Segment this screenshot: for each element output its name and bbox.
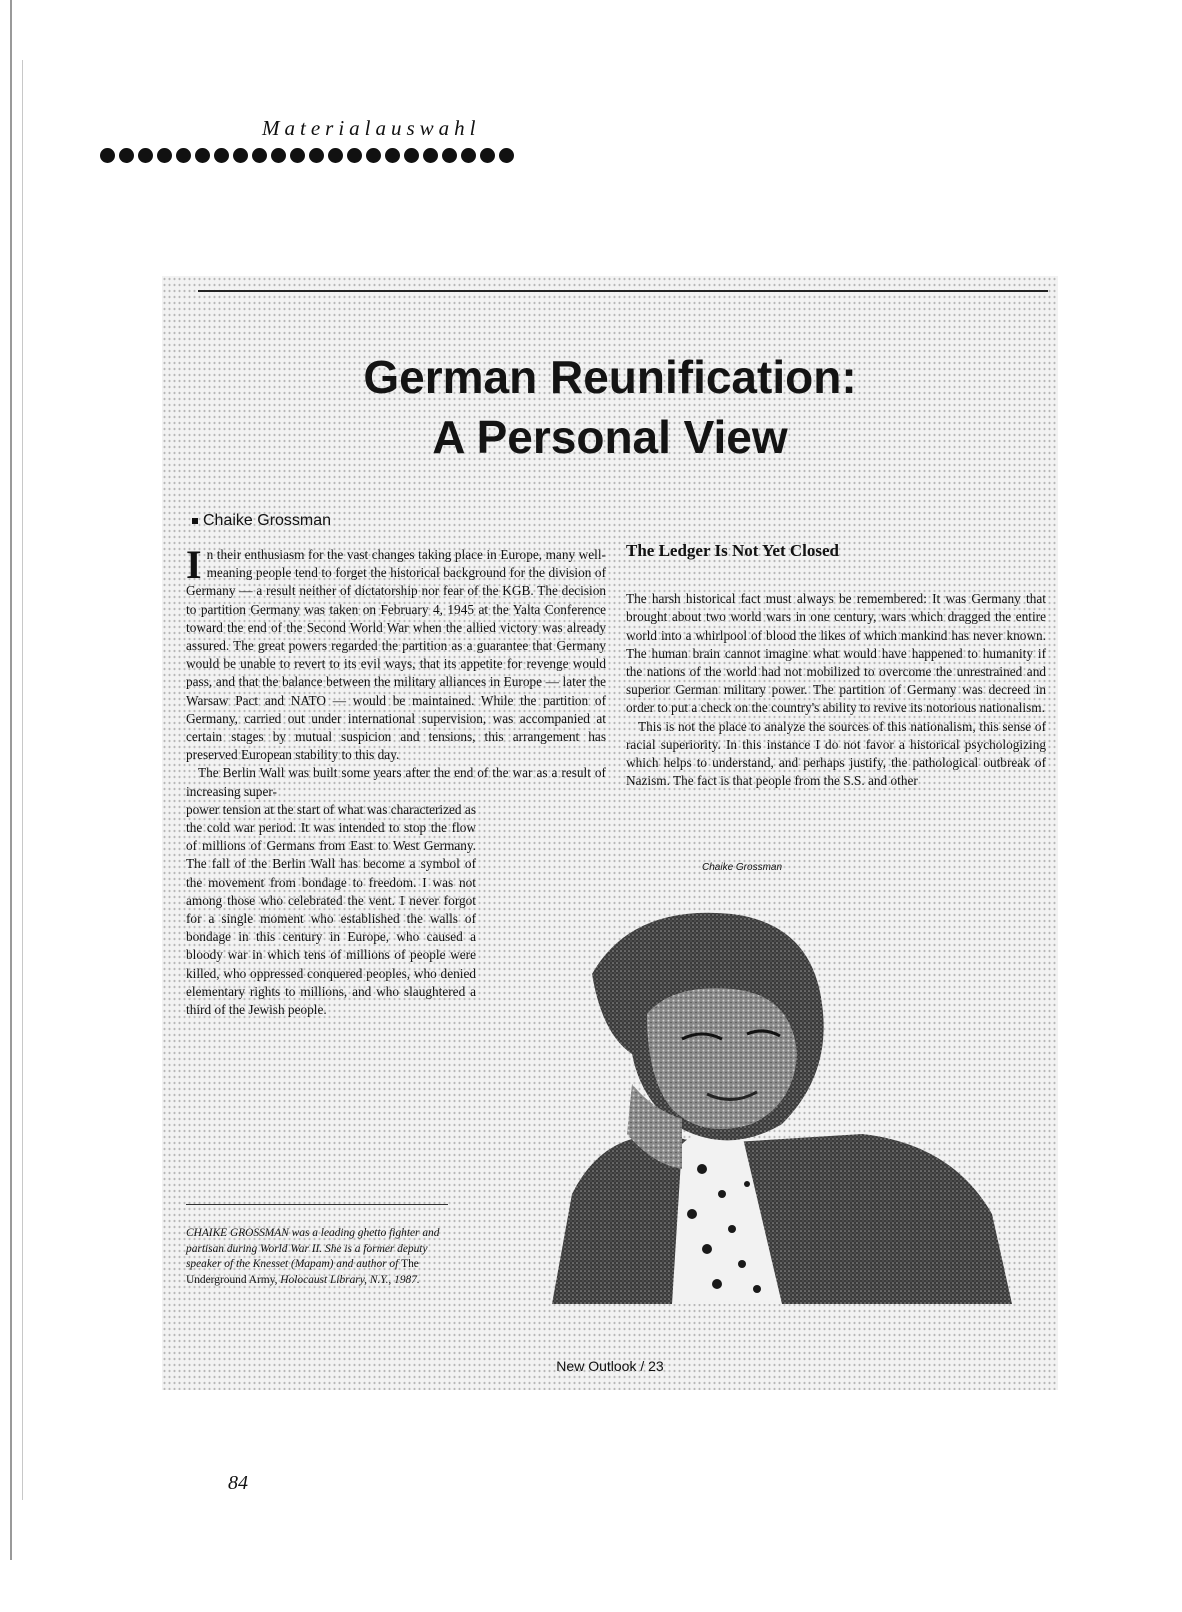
binding-edge <box>10 0 12 1560</box>
footnote-rule <box>186 1204 448 1205</box>
photo-caption: Chaike Grossman <box>702 862 783 873</box>
page-number: 84 <box>228 1472 248 1494</box>
drop-cap: I <box>186 542 202 587</box>
author-note-publisher: Holocaust Library, N.Y., 1987. <box>280 1273 420 1286</box>
author-note-book-title: The Underground Army, <box>186 1258 419 1286</box>
right-paragraph-1: The harsh historical fact must always be remembered: It was Germany that brought about two world wars in one century, wars which dragged the entire world into a whirlpool of blood the likes of which mankind has never known. The human brain cannot imagine what would have happened to humanity if the nations of the world had not mobilized to overcome the unrestrained and superior German military power. The partition of Germany was decreed in order to put a check on the country's ability to revive its notorious nationalism. <box>626 591 1046 716</box>
decorative-dot-row <box>100 148 514 163</box>
author-note-text: CHAIKE GROSSMAN was a leading ghetto fighter and partisan during World War II. She is a former deputy speaker of the Knesset (Mapam) and author of <box>186 1227 440 1270</box>
left-paragraph-2a: The Berlin Wall was built some years after the end of the war as a result of increasing super- <box>186 765 606 799</box>
headline-line-2: A Personal View <box>432 411 788 463</box>
left-paragraph-1 <box>186 542 606 764</box>
article-clipping <box>162 276 1058 1390</box>
right-column <box>626 542 1046 790</box>
left-paragraph-2b: power tension at the start of what was characterized as the cold war period. It was intended to stop the flow of millions of Germans from East to West Germany. The fall of the Berlin Wall has become a symbol of the movement from bondage to freedom. I was not among those who celebrated the vent. I never forgot for a single moment who established the walls of bondage in this century in Europe, who caused a bloody war in which tens of millions of people were killed, who oppressed conquered peoples, who denied elementary rights to millions, and who slaughtered a third of the Jewish people. <box>186 801 476 1018</box>
right-paragraph-2: This is not the place to analyze the sources of this nationalism, this sense of racial superiority. In this instance I do not favor a historical psychologizing which helps to understand, and perhaps justify, the pathological outbreak of Nazism. The fact is that people from the S.S. and other <box>626 718 1046 789</box>
author-note <box>186 1226 452 1288</box>
subheading: The Ledger Is Not Yet Closed <box>626 541 839 560</box>
top-rule <box>198 290 1048 292</box>
byline-square-icon <box>192 518 198 524</box>
byline <box>192 512 331 530</box>
folio: New Outlook / 23 <box>556 1358 664 1374</box>
left-paragraph-1-text: n their enthusiasm for the vast changes taking place in Europe, many well-meaning people tend to forget the historical background for the division of Germany — a result neither of dictatorship nor fear of the KGB. The decision to partition Germany was taken on February 4, 1945 at the Yalta Conference toward the end of the Second World War when the allied victory was already assured. The great powers regarded the partition as a guarantee that Germany would be unable to revert to its evil ways, that its appetite for revenge would pass, and that the balance between the military alliances in Europe — later the Warsaw Pact and NATO — would be maintained. While the partition of Germany, carried out under international supervision, was accompanied at certain stages by mutual suspicion and tensions, this arrangement has preserved European stability to this day. <box>186 547 606 763</box>
headline-line-1: German Reunification: <box>363 351 857 403</box>
section-heading: Materialauswahl <box>262 116 481 140</box>
byline-author: Chaike Grossman <box>203 512 332 529</box>
author-portrait-photo <box>532 894 1032 1304</box>
binding-edge-shadow <box>22 60 23 1500</box>
